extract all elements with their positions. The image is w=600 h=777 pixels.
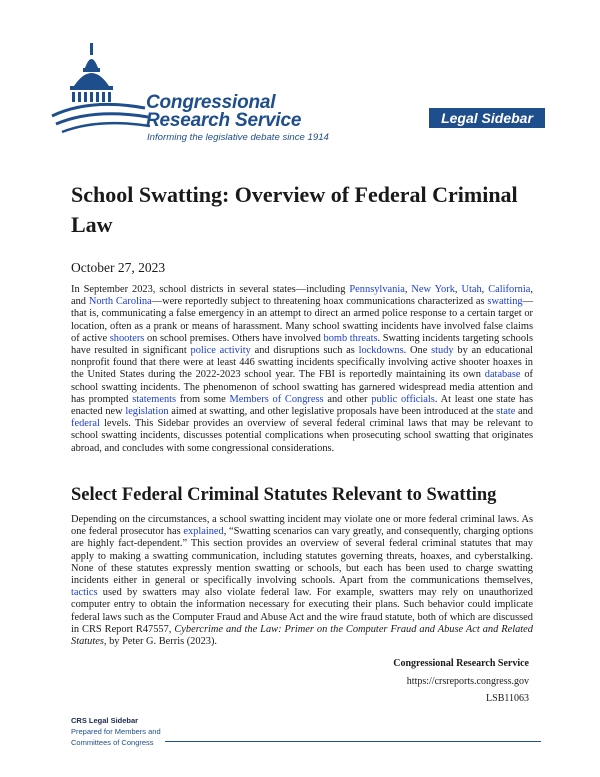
body-text: aimed at swatting, and other legislative proposals have been introduced at the <box>168 406 497 418</box>
inline-link[interactable]: lockdowns <box>358 345 404 357</box>
capitol-dome-icon <box>50 38 150 138</box>
intro-paragraph <box>71 284 533 455</box>
body-text: , “Swatting scenarios can vary greatly, and consequently, charging options are highly fact-dependent.” This section provides an overview of several federal criminal statutes that may apply to making a swatting communication, including statutes governing threats, hoaxes, and cyberstalking. None of these statutes expressly mention swatting or schools, but each has been used to charge swatting incidents either in general or specifically involving schools. Apart from the communications themselves, <box>71 526 533 587</box>
inline-link[interactable]: bomb threats <box>323 332 378 344</box>
legal-sidebar-badge: Legal Sidebar <box>429 108 545 128</box>
inline-link[interactable]: legislation <box>125 406 169 418</box>
publication-date: October 27, 2023 <box>71 260 166 275</box>
inline-link[interactable]: swatting <box>487 296 523 308</box>
body-text: , and <box>71 284 533 308</box>
section-heading: Select Federal Criminal Statutes Relevant to Swatting <box>71 485 497 505</box>
inline-link[interactable]: federal <box>71 418 100 430</box>
inline-link[interactable]: shooters <box>109 332 145 344</box>
body-text: from some <box>176 393 230 405</box>
inline-link[interactable]: police activity <box>190 345 251 357</box>
footer-series: CRS Legal Sidebar <box>71 716 139 725</box>
body-text: —that is, communicating a false emergency in an attempt to direct an armed police response to a certain target or location, often as a prank or means of harassment. Many school swatting incidents have involved false claims of active <box>71 296 534 344</box>
inline-link[interactable]: tactics <box>71 587 98 599</box>
footer-committees: Committees of Congress <box>71 738 154 747</box>
inline-link[interactable]: Pennsylvania <box>349 284 405 295</box>
logo-wordmark-line1: Congressional <box>146 92 276 113</box>
footer-divider <box>165 741 541 742</box>
body-text: , <box>454 284 462 295</box>
body-text: —were reportedly subject to threatening hoax communications characterized as <box>151 296 488 308</box>
inline-link[interactable]: state <box>496 406 516 418</box>
section-paragraph <box>71 514 533 648</box>
body-text: of school swatting incidents. The phenomenon of school swatting has garnered widespread media attention and has prompted <box>71 369 533 405</box>
body-text: , <box>404 284 412 295</box>
inline-link[interactable]: statements <box>132 393 177 405</box>
logo-tagline: Informing the legislative debate since 1914 <box>147 132 329 143</box>
body-text: , <box>481 284 489 295</box>
signature-url: https://crsreports.congress.gov <box>406 676 529 687</box>
body-text: . One <box>403 345 432 357</box>
inline-link[interactable]: New York <box>411 284 455 295</box>
inline-link[interactable]: public officials <box>371 393 435 405</box>
body-text: on school premises. Others have involved <box>144 332 324 344</box>
body-text: and other <box>323 393 372 405</box>
inline-link[interactable]: study <box>431 345 454 357</box>
body-text: used by swatters may also violate federal law. For example, swatters may rely on unauthorized computer entry to obtain the information necessary for executing their plans. Such behavior could implicate federal laws such as the Computer Fraud and Abuse Act and the wire fraud statute, both of which are discussed in CRS Report R47557, <box>71 587 533 635</box>
body-text: Depending on the circumstances, a school swatting incident may violate one or more federal criminal laws. As one federal prosecutor has <box>71 514 533 538</box>
body-text: , by Peter G. Berris (2023). <box>103 636 218 648</box>
inline-link[interactable]: database <box>484 369 521 381</box>
inline-link[interactable]: Members of Congress <box>229 393 324 405</box>
body-text: and <box>515 406 533 418</box>
body-text: and disruptions such as <box>250 345 359 357</box>
document-title: School Swatting: Overview of Federal Criminal Law <box>71 182 518 237</box>
inline-link[interactable]: North Carolina <box>88 296 152 308</box>
signature-org: Congressional Research Service <box>393 658 529 669</box>
inline-link[interactable]: Utah <box>461 284 482 295</box>
logo-wordmark-line2: Research Service <box>146 110 302 131</box>
report-code: LSB11063 <box>486 693 529 704</box>
body-text: levels. This Sidebar provides an overview of several federal criminal laws that may be relevant to school swatting incidents, discusses potential complications when prosecuting school swatting that originates abroad, and concludes with some congressional considerations. <box>71 418 533 454</box>
report-title-text: Cybercrime and the Law: Primer on the Computer Fraud and Abuse Act and Related Statutes <box>71 623 533 648</box>
inline-link[interactable]: California <box>488 284 531 295</box>
body-text: by an educational nonprofit found that there were at least 446 swatting incidents specifically involving active shooter hoaxes in the United States during the 2022-2023 school year. The FBI is reportedly maintaining its own <box>71 345 533 381</box>
crs-logo <box>50 38 350 148</box>
body-text: . Swatting incidents targeting schools have resulted in significant <box>71 332 533 357</box>
inline-link[interactable]: explained <box>183 526 224 538</box>
body-text: In September 2023, school districts in several states—including <box>71 284 350 295</box>
footer-prepared-for: Prepared for Members and <box>71 727 161 736</box>
body-text: . At least one state has enacted new <box>71 393 533 418</box>
